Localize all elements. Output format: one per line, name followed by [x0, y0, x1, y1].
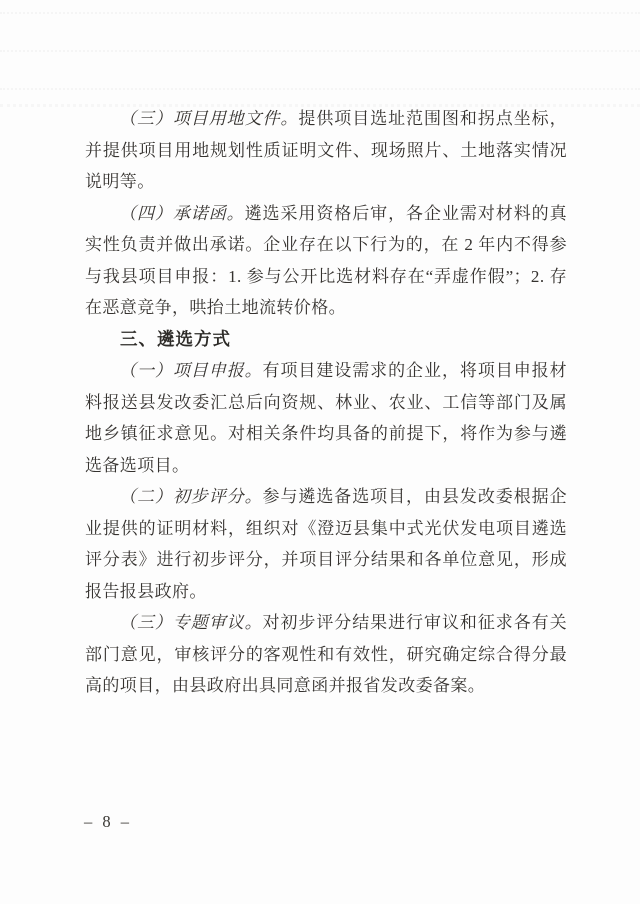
paragraph-land-documents	[85, 103, 567, 198]
paragraph-special-review	[85, 607, 567, 702]
document-body	[85, 103, 567, 702]
paragraph-preliminary-scoring	[85, 481, 567, 607]
scan-noise-line	[0, 88, 640, 90]
scan-noise-line	[0, 12, 640, 14]
section-heading-selection-method: 三、遴选方式	[120, 328, 231, 349]
paragraph-text: 参与遴选备选项目，由县发改委根据企业提供的证明材料，组织对《澄迈县集中式光伏发电项目遴选评分表》进行初步评分，并项目评分结果和各单位意见，形成报告报县政府。	[85, 487, 567, 601]
paragraph-text: 对初步评分结果进行审议和征求各有关部门意见，审核评分的客观性和有效性，研究确定综合得分最高的项目，由县政府出具同意函并报省发改委备案。	[85, 613, 567, 695]
paragraph-text: 提供项目选址范围图和拐点坐标，并提供项目用地规划性质证明文件、现场照片、土地落实情况说明等。	[85, 109, 568, 191]
paragraph-lead: （一）项目申报。	[119, 361, 263, 380]
paragraph-commitment-letter	[85, 198, 567, 324]
paragraph-lead: （二）初步评分。	[119, 487, 263, 506]
paragraph-lead: （三）项目用地文件。	[119, 109, 299, 128]
paragraph-lead: （三）专题审议。	[119, 613, 263, 632]
scan-noise-line	[0, 50, 640, 52]
page-number: – 8 –	[84, 812, 132, 831]
paragraph-lead: （四）承诺函。	[119, 203, 245, 223]
paragraph-text: 遴选采用资格后审，各企业需对材料的真实性负责并做出承诺。企业存在以下行为的，在 2 年内不得参与我县项目申报：1. 参与公开比选材料存在“弄虚作假”；2. 存在恶意竞争，哄抬土地流转价格。	[85, 203, 567, 317]
paragraph-project-application	[85, 355, 567, 481]
paragraph-text: 有项目建设需求的企业，将项目申报材料报送县发改委汇总后向资规、林业、农业、工信等部门及属地乡镇征求意见。对相关条件均具备的前提下，将作为参与遴选备选项目。	[85, 361, 567, 475]
